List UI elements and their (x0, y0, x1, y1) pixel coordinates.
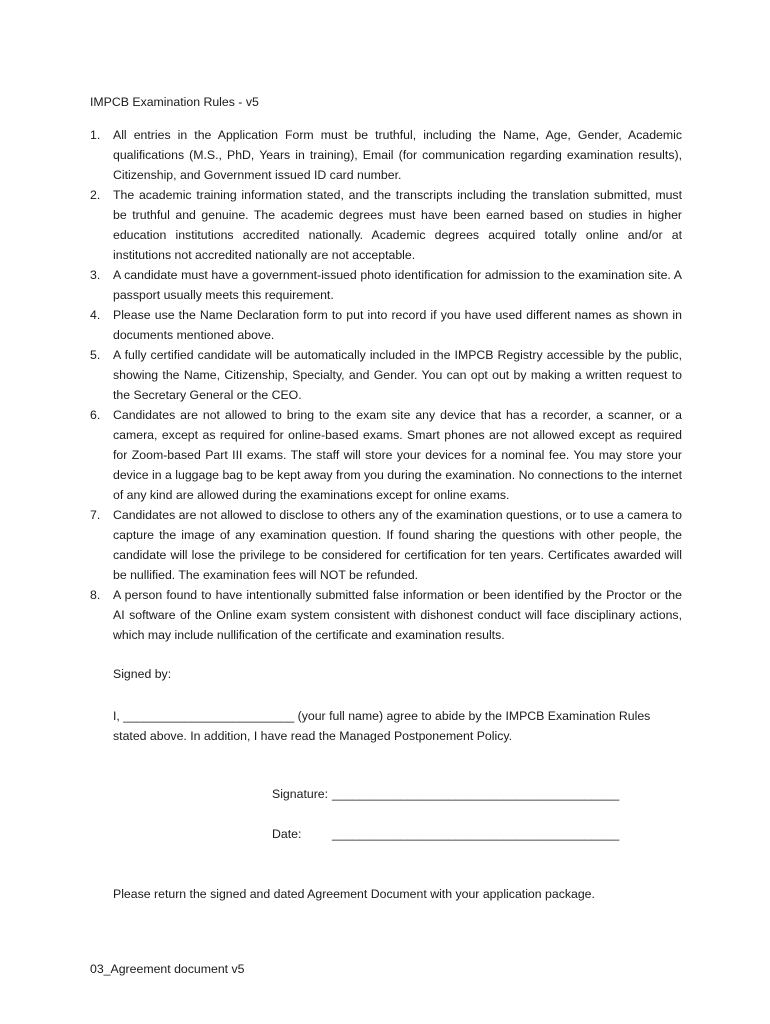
signature-line: __________________________________________ (332, 787, 620, 801)
rule-item (90, 405, 682, 505)
rule-number: 5. (90, 348, 101, 362)
date-line: __________________________________________ (332, 827, 620, 841)
rule-text: A person found to have intentionally submitted false information or been identified by the Proctor or the AI software of the Online exam system consistent with dishonest conduct will face disciplinary actions, which may include nullification of the certificate and examination results. (113, 588, 682, 642)
signed-by-label: Signed by: (113, 667, 172, 681)
signature-label: Signature: (272, 787, 329, 801)
rule-text: A candidate must have a government-issued photo identification for admission to the examination site. A passport usually meets this requirement. (113, 268, 682, 302)
rule-text: Candidates are not allowed to bring to the exam site any device that has a recorder, a scanner, or a camera, except as required for online-based exams. Smart phones are not allowed except as required for Zoom-based Part III exams. The staff will store your devices for a nominal fee. You may store your device in a luggage bag to be kept away from you during the examination. No connections to the internet of any kind are allowed during the examinations except for online exams. (113, 408, 682, 502)
date-label: Date: (272, 827, 302, 841)
rule-number: 3. (90, 268, 101, 282)
rule-item (90, 125, 682, 185)
page-footer: 03_Agreement document v5 (90, 962, 245, 976)
rule-item (90, 265, 682, 305)
rule-item (90, 505, 682, 585)
rule-number: 1. (90, 128, 101, 142)
return-instruction: Please return the signed and dated Agreement Document with your application package. (113, 887, 595, 901)
rule-text: Please use the Name Declaration form to put into record if you have used different names as shown in documents mentioned above. (113, 308, 682, 342)
rule-item (90, 345, 682, 405)
agreement-statement: I, _________________________ (your full name) agree to abide by the IMPCB Examination Rules stated above. In addition, I have read the Managed Postponement Policy. (113, 709, 651, 743)
date-row (272, 826, 620, 842)
signature-row (272, 786, 620, 802)
rule-item (90, 305, 682, 345)
rule-text: Candidates are not allowed to disclose to others any of the examination questions, or to use a camera to capture the image of any examination question. If found sharing the questions with other people, the candidate will lose the privilege to be considered for certification for ten years. Certificates awarded will be nullified. The examination fees will NOT be refunded. (113, 508, 682, 582)
rule-text: The academic training information stated, and the transcripts including the translation submitted, must be truthful and genuine. The academic degrees must have been earned based on studies in higher education institutions accredited nationally. Academic degrees acquired totally online and/or at institutions not accredited nationally are not acceptable. (113, 188, 682, 262)
rule-number: 7. (90, 508, 101, 522)
rule-item (90, 185, 682, 265)
rule-text: A fully certified candidate will be automatically included in the IMPCB Registry accessible by the public, showing the Name, Citizenship, Specialty, and Gender. You can opt out by making a written request to the Secretary General or the CEO. (113, 348, 682, 402)
rules-list (90, 125, 682, 645)
rule-number: 4. (90, 308, 101, 322)
rule-number: 8. (90, 588, 101, 602)
rule-item (90, 585, 682, 645)
document-title: IMPCB Examination Rules - v5 (90, 95, 259, 109)
rule-text: All entries in the Application Form must be truthful, including the Name, Age, Gender, Academic qualifications (M.S., PhD, Years in training), Email (for communication regarding examination results), Citizenship, and Government issued ID card number. (113, 128, 682, 182)
rule-number: 2. (90, 188, 101, 202)
rule-number: 6. (90, 408, 101, 422)
